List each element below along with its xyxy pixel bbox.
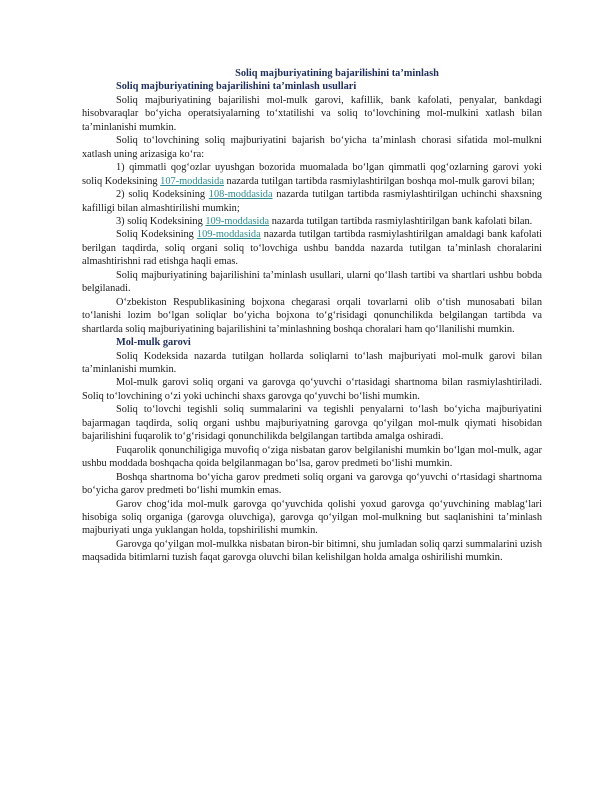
paragraph: Boshqa shartnoma bo‘yicha garov predmeti soliq organi va garovga qo‘yuvchi o‘rtasidagi shartnoma bo‘yicha garov predmeti bo‘lishi mumkin emas.	[82, 471, 542, 497]
paragraph: Soliq to‘lovchi tegishli soliq summalarini va tegishli penyalarni to‘lash bo‘yicha majburiyatini bajarmagan taqdirda, soliq organi ushbu majburiyatning garovga qo‘yilgan mol-mulk qiymati hisobidan bajarilishini fuqarolik to‘g‘risidagi qonunchilikda belgilangan tartibda amalga oshiradi.	[82, 404, 542, 443]
paragraph	[82, 188, 542, 215]
paragraph-text: nazarda tutilgan tartibda rasmiylashtirilgan uchinchi shaxsning kafilligi bilan almashtirilishi mumkin;	[82, 189, 542, 214]
paragraph: Soliq majburiyatining bajarilishini ta’minlash usullari, ularni qo‘llash tartibi va shartlari ushbu bobda belgilanadi.	[82, 269, 542, 295]
paragraph	[82, 161, 542, 188]
paragraph-text: 2) soliq Kodeksining	[116, 189, 206, 201]
paragraph: Garovga qo‘yilgan mol-mulkka nisbatan biron-bir bitimni, shu jumladan soliq qarzi summalarini uzish maqsadida bitimlarni tuzish faqat garovga oluvchi bilan kelishilgan holda amalga oshirilishi mumkin.	[82, 538, 542, 564]
paragraph-text: 3) soliq Kodeksining	[116, 215, 203, 227]
paragraph-text: nazarda tutilgan tartibda rasmiylashtirilgan bank kafolati bilan.	[271, 215, 533, 227]
paragraph	[82, 215, 542, 228]
paragraph: Soliq Kodeksida nazarda tutilgan hollarda soliqlarni to‘lash majburiyati mol-mulk garovi bilan ta’minlanishi mumkin.	[82, 350, 542, 375]
paragraph	[82, 228, 542, 268]
paragraph: O‘zbekiston Respublikasining bojxona chegarasi orqali tovarlarni olib o‘tish munosabati bilan to‘lanishi lozim bo‘lgan soliqlar bo‘yicha bojxona to‘g‘risidagi qonunchilikda belgilangan tartibda va shartlarda soliq majburiyatining bajarilishini ta’minlashning boshqa choralari ham qo‘llanilishi mumkin.	[82, 296, 542, 335]
section-heading-methods: Soliq majburiyatining bajarilishini ta’minlash usullari	[116, 81, 357, 93]
document-body	[82, 67, 542, 565]
paragraph: Soliq to‘lovchining soliq majburiyatini bajarish bo‘yicha ta’minlash chorasi sifatida mol-mulkni xatlash uning arizasiga ko‘ra:	[82, 135, 542, 160]
paragraph-text: nazarda tutilgan tartibda rasmiylashtirilgan boshqa mol-mulk garovi bilan;	[226, 175, 535, 187]
section-heading-pledge: Mol-mulk garovi	[116, 337, 191, 349]
article-109-link[interactable]: 109-moddasida	[205, 215, 270, 227]
article-107-link[interactable]: 107-moddasida	[160, 175, 224, 187]
article-108-link[interactable]: 108-moddasida	[208, 189, 273, 201]
paragraph: Mol-mulk garovi soliq organi va garovga qo‘yuvchi o‘rtasidagi shartnoma bilan rasmiylashtiriladi. Soliq to‘lovchining o‘zi yoki uchinchi shaxs garovga qo‘yuvchi bo‘lishi mumkin.	[82, 377, 542, 402]
paragraph-text: nazarda tutilgan tartibda rasmiylashtirilgan amaldagi bank kafolati berilgan taqdirda, soliq organi soliq to‘lovchiga ushbu bandda nazarda tutilgan ta’minlash choralarini almashtirishni rad etishga haqli emas.	[82, 229, 542, 268]
paragraph: Soliq majburiyatining bajarilishi mol-mulk garovi, kafillik, bank kafolati, penyalar, bankdagi hisobvaraqlar bo‘yicha operatsiyalarning to‘xtatilishi va soliq to‘lovchining mol-mulkini xatlash bilan ta’minlanishi mumkin.	[82, 94, 542, 133]
paragraph: Garov chog‘ida mol-mulk garovga qo‘yuvchida qolishi yoxud garovga qo‘yuvchining mablag‘lari hisobiga soliq organiga (garovga oluvchiga), garovga qo‘yilgan mol-mulkning but saqlanishini ta’minlash majburiyati unga yuklangan holda, topshirilishi mumkin.	[82, 498, 542, 537]
paragraph-text: Soliq Kodeksining	[116, 229, 194, 241]
article-109-link[interactable]: 109-moddasida	[196, 229, 261, 241]
paragraph-text: 1) qimmatli qog‘ozlar uyushgan bozorida muomalada bo‘lgan qimmatli qog‘ozlarning garovi yoki soliq Kodeksining	[82, 162, 542, 187]
page-title: Soliq majburiyatining bajarilishini ta’minlash	[235, 68, 439, 79]
paragraph: Fuqarolik qonunchiligiga muvofiq o‘ziga nisbatan garov belgilanishi mumkin bo‘lgan mol-mulk, agar ushbu moddada boshqacha qoida belgilanmagan bo‘lsa, garov predmeti bo‘lishi mumkin.	[82, 444, 542, 470]
